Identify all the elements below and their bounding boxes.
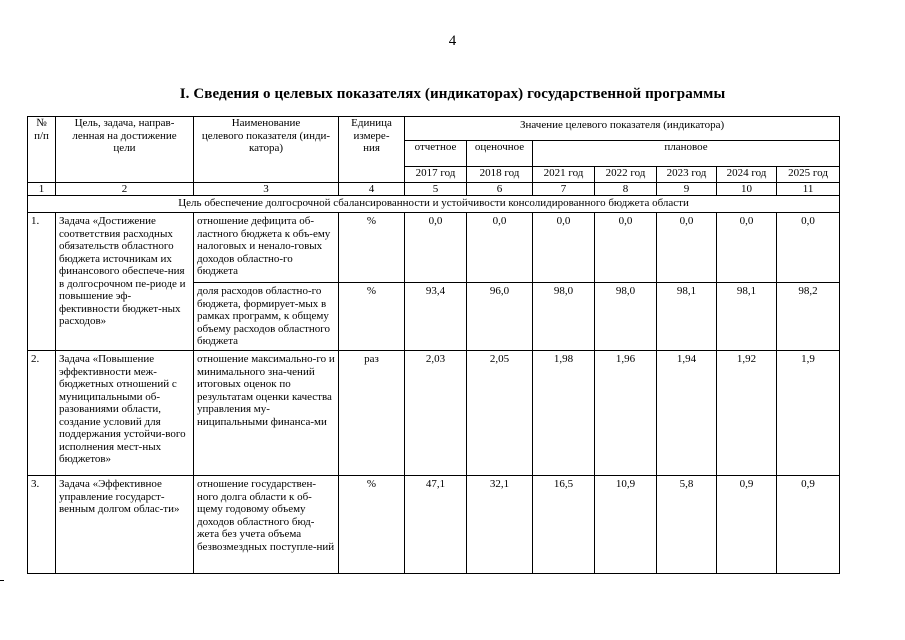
indicator-value: 98,0: [533, 283, 595, 351]
indicators-table: [27, 116, 840, 574]
header-planned: плановое: [533, 141, 840, 167]
indicator-unit: раз: [339, 351, 405, 476]
indicator-value: 16,5: [533, 476, 595, 574]
indicator-name: доля расходов областно-го бюджета, формирует-мых в рамках программ, к общему объему расходов областного бюджета: [194, 283, 339, 351]
indicator-value: 98,0: [595, 283, 657, 351]
scan-edge-mark: [0, 580, 4, 581]
indicator-value: 0,0: [777, 213, 840, 283]
task-name: Задача «Достижение соответствия расходных обязательств областного бюджета источникам их финансового обеспече-ния в долгосрочном пе-риоде и повышение эф-фективности бюджет-ных расходов»: [56, 213, 194, 351]
indicator-value: 0,0: [595, 213, 657, 283]
section-title: I. Сведения о целевых показателях (индикаторах) государственной программы: [179, 86, 726, 102]
indicator-unit: %: [339, 476, 405, 574]
task-name: Задача «Эффективное управление государст-венным долгом облас-ти»: [56, 476, 194, 574]
indicator-value: 1,94: [657, 351, 717, 476]
table-row: [28, 213, 840, 283]
column-number: 5: [405, 183, 467, 196]
indicator-unit: %: [339, 213, 405, 283]
indicator-value: 1,96: [595, 351, 657, 476]
header-year: 2018 год: [467, 167, 533, 183]
table-row: [28, 351, 840, 476]
task-name: Задача «Повышение эффективности меж-бюджетных отношений с муниципальными об-разованиями области, создание условий для поддержания устойчи-вого исполнения мест-ных бюджетов»: [56, 351, 194, 476]
task-number: 2.: [28, 351, 56, 476]
header-year: 2024 год: [717, 167, 777, 183]
column-number: 1: [28, 183, 56, 196]
indicator-value: 93,4: [405, 283, 467, 351]
header-value: Значение целевого показателя (индикатора): [405, 117, 840, 141]
header-year: 2023 год: [657, 167, 717, 183]
table-row: [28, 476, 840, 574]
indicator-value: 0,0: [467, 213, 533, 283]
indicator-name: отношение государствен-ного долга области к об-щему годовому объему доходов областного бюд-жета без учета объема безвозмездных поступле-ний: [194, 476, 339, 574]
column-number: 2: [56, 183, 194, 196]
indicator-value: 0,9: [717, 476, 777, 574]
column-number: 11: [777, 183, 840, 196]
indicator-value: 96,0: [467, 283, 533, 351]
goal-row: Цель обеспечение долгосрочной сбалансированности и устойчивости консолидированного бюджета области: [28, 196, 840, 213]
indicator-value: 0,9: [777, 476, 840, 574]
indicator-name: отношение дефицита об-ластного бюджета к объ-ему налоговых и ненало-говых доходов областно-го бюджета: [194, 213, 339, 283]
column-number: 3: [194, 183, 339, 196]
indicator-value: 1,92: [717, 351, 777, 476]
indicator-value: 98,1: [717, 283, 777, 351]
indicator-unit: %: [339, 283, 405, 351]
indicator-value: 0,0: [405, 213, 467, 283]
header-year: 2025 год: [777, 167, 840, 183]
indicator-value: 98,2: [777, 283, 840, 351]
column-number: 9: [657, 183, 717, 196]
header-reported: отчетное: [405, 141, 467, 167]
header-indicator: Наименование целевого показателя (инди- катора): [194, 117, 339, 183]
indicator-value: 0,0: [717, 213, 777, 283]
indicator-value: 2,05: [467, 351, 533, 476]
column-number: 8: [595, 183, 657, 196]
indicator-value: 0,0: [657, 213, 717, 283]
indicator-value: 98,1: [657, 283, 717, 351]
header-no: № п/п: [28, 117, 56, 183]
indicator-value: 2,03: [405, 351, 467, 476]
indicator-value: 10,9: [595, 476, 657, 574]
task-number: 1.: [28, 213, 56, 351]
header-goal: Цель, задача, направ- ленная на достижение цели: [56, 117, 194, 183]
indicator-value: 47,1: [405, 476, 467, 574]
column-number: 7: [533, 183, 595, 196]
indicator-value: 5,8: [657, 476, 717, 574]
header-estimated: оценочное: [467, 141, 533, 167]
page-number: 4: [448, 33, 457, 49]
header-year: 2022 год: [595, 167, 657, 183]
column-number: 4: [339, 183, 405, 196]
indicator-value: 1,9: [777, 351, 840, 476]
header-unit: Единица измере- ния: [339, 117, 405, 183]
header-year: 2017 год: [405, 167, 467, 183]
task-number: 3.: [28, 476, 56, 574]
indicator-value: 1,98: [533, 351, 595, 476]
indicator-value: 0,0: [533, 213, 595, 283]
column-number: 6: [467, 183, 533, 196]
column-number: 10: [717, 183, 777, 196]
indicator-name: отношение максимально-го и минимального зна-чений итоговых оценок по результатам оценки качества управления му-ниципальными финанса-ми: [194, 351, 339, 476]
indicator-value: 32,1: [467, 476, 533, 574]
column-number-row: [28, 183, 840, 196]
header-year: 2021 год: [533, 167, 595, 183]
